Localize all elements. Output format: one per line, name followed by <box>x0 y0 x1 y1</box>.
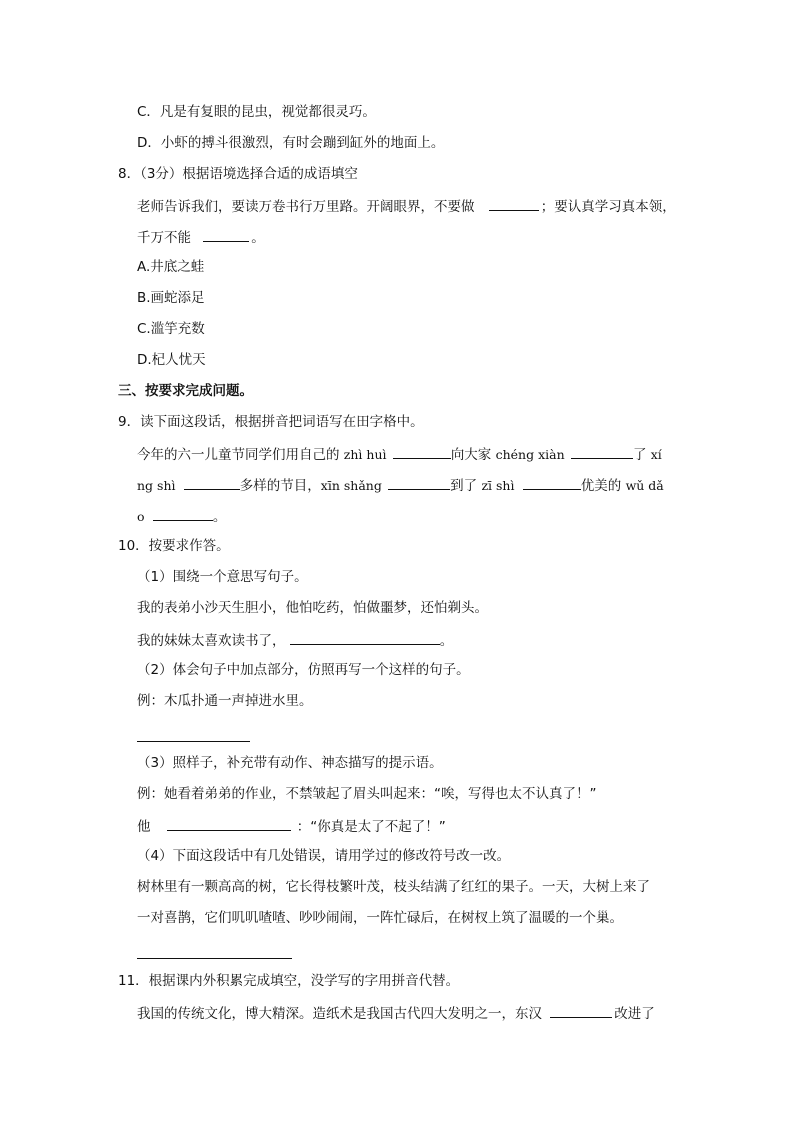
q9-line-3 <box>137 509 226 525</box>
q9-text: 今年的六一儿童节同学们用自己的 <box>137 447 340 463</box>
q10-sub1-example: 我的表弟小沙天生胆小，他怕吃药，怕做噩梦，还怕剃头。 <box>137 600 488 616</box>
q10-sub2: （2）体会句子中加点部分，仿照再写一个这样的句子。 <box>137 662 470 678</box>
q8-text: 老师告诉我们，要读万卷书行万里路。开阔眼界，不要做 <box>137 199 475 215</box>
pinyin: ng shì <box>137 478 176 493</box>
q8-text: 。 <box>251 230 265 246</box>
answer-blank[interactable] <box>571 447 633 459</box>
answer-blank[interactable] <box>184 478 240 490</box>
q10-text: ：“你真是太了不起了！” <box>296 819 446 835</box>
q9-text: 了 <box>632 447 647 463</box>
pinyin: xīn shǎng <box>320 478 382 493</box>
q10-title: 10．按要求作答。 <box>118 538 230 554</box>
answer-blank[interactable] <box>153 509 213 521</box>
answer-blank[interactable] <box>203 230 249 242</box>
pinyin: zhì huì <box>343 447 387 462</box>
q11-line-1 <box>137 1006 655 1022</box>
q8-text: ；要认真学习真本领， <box>540 199 676 215</box>
q9-line-2 <box>137 478 664 494</box>
q10-sub1-question <box>137 633 453 649</box>
q9-text: 到了 <box>450 478 478 494</box>
option-d: D．小虾的搏斗很激烈，有时会蹦到缸外的地面上。 <box>137 135 445 151</box>
q9-text: 优美的 <box>580 478 622 494</box>
pinyin: chéng xiàn <box>495 447 565 462</box>
q8-option-b: B.画蛇添足 <box>137 290 205 306</box>
q10-sub4-passage-1: 树林里有一颗高高的树，它长得枝繁叶茂，枝头结满了红红的果子。一天，大树上来了 <box>137 879 650 895</box>
pinyin: xí <box>650 447 662 462</box>
pinyin: o <box>137 509 145 524</box>
q10-sub3-example: 例：她看着弟弟的作业，不禁皱起了眉头叫起来：“唉，写得也太不认真了！” <box>137 786 597 802</box>
answer-blank[interactable] <box>167 819 291 831</box>
q10-sub3: （3）照样子，补充带有动作、神态描写的提示语。 <box>137 755 443 771</box>
q11-text: 我国的传统文化，博大精深。造纸术是我国古代四大发明之一，东汉 <box>137 1006 542 1022</box>
q9-text: 向大家 <box>450 447 492 463</box>
q11-text: 改进了 <box>614 1006 655 1022</box>
answer-line[interactable] <box>137 741 250 742</box>
q9-text: 多样的节目， <box>239 478 321 494</box>
q10-sub3-question <box>137 819 446 835</box>
q8-option-a: A.井底之蛙 <box>137 259 205 275</box>
answer-blank[interactable] <box>393 447 451 459</box>
q10-sub4-passage-2: 一对喜鹊，它们叽叽喳喳、吵吵闹闹，一阵忙碌后，在树杈上筑了温暖的一个巢。 <box>137 910 623 926</box>
q10-sub4: （4）下面这段话中有几处错误，请用学过的修改符号改一改。 <box>137 848 511 864</box>
answer-blank[interactable] <box>388 478 450 490</box>
q9-title: 9．读下面这段话，根据拼音把词语写在田字格中。 <box>118 414 424 430</box>
q9-line-1 <box>137 447 662 463</box>
q11-title: 11．根据课内外积累完成填空，没学写的字用拼音代替。 <box>118 973 460 989</box>
q10-sub2-example: 例：木瓜扑通一声掉进水里。 <box>137 693 313 709</box>
q10-sub1: （1）围绕一个意思写句子。 <box>137 569 308 585</box>
option-c: C．凡是有复眼的昆虫，视觉都很灵巧。 <box>137 104 376 120</box>
q8-text: 千万不能 <box>137 230 191 246</box>
answer-blank[interactable] <box>489 199 539 211</box>
pinyin: zī shì <box>481 478 515 493</box>
q8-line-2 <box>137 230 265 246</box>
q10-text: 。 <box>439 633 454 649</box>
answer-blank[interactable] <box>550 1006 612 1018</box>
q8-option-d: D.杞人忧天 <box>137 352 206 368</box>
answer-blank[interactable] <box>290 633 440 645</box>
q9-text: 。 <box>212 509 227 525</box>
pinyin: wǔ dǎ <box>625 478 664 493</box>
q8-option-c: C.滥竽充数 <box>137 321 205 337</box>
section-heading: 三、按要求完成问题。 <box>118 383 253 399</box>
answer-blank[interactable] <box>523 478 581 490</box>
q8-line-1 <box>137 199 676 215</box>
q8-title: 8．（3分）根据语境选择合适的成语填空 <box>118 166 358 182</box>
answer-line[interactable] <box>137 958 292 959</box>
q10-text: 我的妹妹太喜欢读书了， <box>137 633 286 649</box>
q10-text: 他 <box>137 819 151 835</box>
